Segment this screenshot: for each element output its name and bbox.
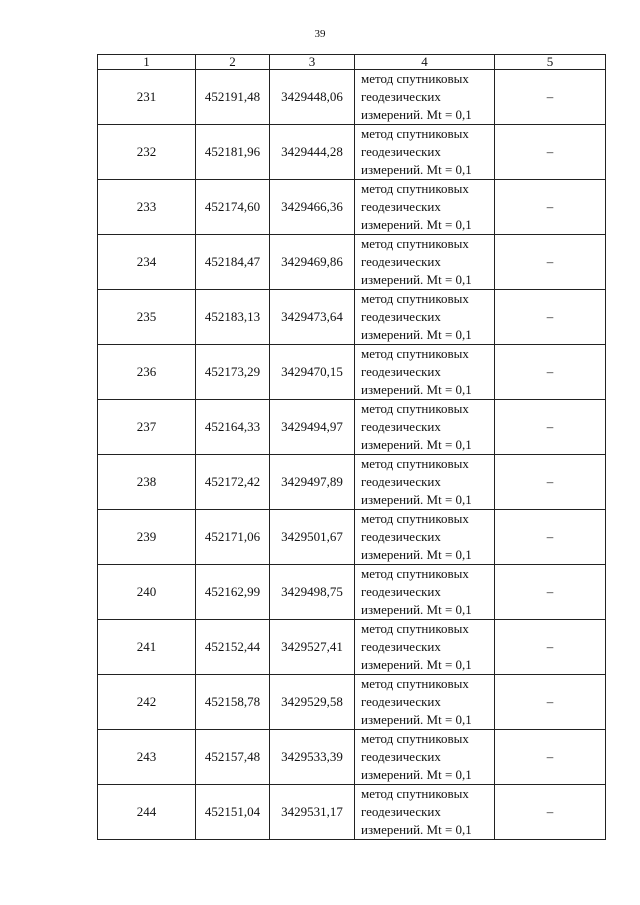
method-text-line: измерений. Mt = 0,1 [361, 657, 472, 672]
note-cell: – [495, 620, 606, 675]
x-coordinate-cell: 452162,99 [196, 565, 270, 620]
point-number-cell: 234 [98, 235, 196, 290]
x-coordinate-cell: 452183,13 [196, 290, 270, 345]
y-coordinate-cell: 3429466,36 [270, 180, 355, 235]
table-row [98, 730, 606, 785]
note-cell: – [495, 565, 606, 620]
method-text-line: геодезических [361, 144, 441, 159]
method-cell [355, 290, 495, 345]
x-coordinate-cell: 452152,44 [196, 620, 270, 675]
x-coordinate-cell: 452164,33 [196, 400, 270, 455]
y-coordinate-cell: 3429527,41 [270, 620, 355, 675]
method-cell [355, 125, 495, 180]
method-cell [355, 785, 495, 840]
note-cell: – [495, 455, 606, 510]
method-cell [355, 675, 495, 730]
point-number-cell: 243 [98, 730, 196, 785]
x-coordinate-cell: 452151,04 [196, 785, 270, 840]
table-row [98, 620, 606, 675]
method-cell [355, 510, 495, 565]
note-cell: – [495, 730, 606, 785]
note-cell: – [495, 70, 606, 125]
y-coordinate-cell: 3429529,58 [270, 675, 355, 730]
y-coordinate-cell: 3429494,97 [270, 400, 355, 455]
method-text-line: измерений. Mt = 0,1 [361, 382, 472, 397]
table-row [98, 70, 606, 125]
note-cell: – [495, 180, 606, 235]
method-cell [355, 180, 495, 235]
method-text-line: измерений. Mt = 0,1 [361, 327, 472, 342]
method-text-line: измерений. Mt = 0,1 [361, 162, 472, 177]
y-coordinate-cell: 3429533,39 [270, 730, 355, 785]
x-coordinate-cell: 452172,42 [196, 455, 270, 510]
y-coordinate-cell: 3429498,75 [270, 565, 355, 620]
method-text-line: геодезических [361, 309, 441, 324]
point-number-cell: 239 [98, 510, 196, 565]
note-cell: – [495, 400, 606, 455]
table-row [98, 400, 606, 455]
method-text-line: геодезических [361, 89, 441, 104]
method-text-line: геодезических [361, 694, 441, 709]
method-text-line: геодезических [361, 419, 441, 434]
method-text-line: геодезических [361, 529, 441, 544]
method-text-line: измерений. Mt = 0,1 [361, 602, 472, 617]
x-coordinate-cell: 452158,78 [196, 675, 270, 730]
table-row [98, 510, 606, 565]
table-header-row [98, 55, 606, 70]
y-coordinate-cell: 3429448,06 [270, 70, 355, 125]
y-coordinate-cell: 3429444,28 [270, 125, 355, 180]
note-cell: – [495, 675, 606, 730]
method-text-line: геодезических [361, 639, 441, 654]
note-cell: – [495, 125, 606, 180]
method-text-line: метод спутниковых [361, 291, 469, 306]
x-coordinate-cell: 452191,48 [196, 70, 270, 125]
method-cell [355, 70, 495, 125]
note-cell: – [495, 785, 606, 840]
method-text-line: геодезических [361, 584, 441, 599]
method-text-line: метод спутниковых [361, 401, 469, 416]
method-cell [355, 565, 495, 620]
x-coordinate-cell: 452181,96 [196, 125, 270, 180]
point-number-cell: 233 [98, 180, 196, 235]
y-coordinate-cell: 3429469,86 [270, 235, 355, 290]
method-cell [355, 455, 495, 510]
point-number-cell: 242 [98, 675, 196, 730]
x-coordinate-cell: 452174,60 [196, 180, 270, 235]
method-cell [355, 345, 495, 400]
point-number-cell: 232 [98, 125, 196, 180]
page-number: 39 [314, 28, 326, 40]
method-text-line: метод спутниковых [361, 181, 469, 196]
method-text-line: измерений. Mt = 0,1 [361, 767, 472, 782]
method-text-line: метод спутниковых [361, 126, 469, 141]
method-text-line: метод спутниковых [361, 621, 469, 636]
coordinates-table [97, 54, 606, 840]
x-coordinate-cell: 452157,48 [196, 730, 270, 785]
method-text-line: метод спутниковых [361, 731, 469, 746]
y-coordinate-cell: 3429531,17 [270, 785, 355, 840]
point-number-cell: 238 [98, 455, 196, 510]
method-text-line: измерений. Mt = 0,1 [361, 437, 472, 452]
method-text-line: геодезических [361, 804, 441, 819]
y-coordinate-cell: 3429497,89 [270, 455, 355, 510]
y-coordinate-cell: 3429470,15 [270, 345, 355, 400]
method-text-line: измерений. Mt = 0,1 [361, 217, 472, 232]
table-row [98, 290, 606, 345]
note-cell: – [495, 290, 606, 345]
method-text-line: геодезических [361, 364, 441, 379]
point-number-cell: 231 [98, 70, 196, 125]
method-text-line: метод спутниковых [361, 786, 469, 801]
x-coordinate-cell: 452173,29 [196, 345, 270, 400]
method-text-line: метод спутниковых [361, 346, 469, 361]
method-cell [355, 620, 495, 675]
table-row [98, 785, 606, 840]
method-text-line: метод спутниковых [361, 456, 469, 471]
y-coordinate-cell: 3429501,67 [270, 510, 355, 565]
x-coordinate-cell: 452184,47 [196, 235, 270, 290]
y-coordinate-cell: 3429473,64 [270, 290, 355, 345]
method-text-line: измерений. Mt = 0,1 [361, 107, 472, 122]
method-text-line: геодезических [361, 474, 441, 489]
point-number-cell: 241 [98, 620, 196, 675]
point-number-cell: 237 [98, 400, 196, 455]
method-cell [355, 235, 495, 290]
point-number-cell: 240 [98, 565, 196, 620]
method-text-line: геодезических [361, 749, 441, 764]
method-text-line: измерений. Mt = 0,1 [361, 492, 472, 507]
point-number-cell: 235 [98, 290, 196, 345]
method-cell [355, 400, 495, 455]
note-cell: – [495, 345, 606, 400]
method-cell [355, 730, 495, 785]
table-row [98, 675, 606, 730]
method-text-line: метод спутниковых [361, 511, 469, 526]
note-cell: – [495, 510, 606, 565]
method-text-line: метод спутниковых [361, 676, 469, 691]
table-row [98, 125, 606, 180]
note-cell: – [495, 235, 606, 290]
table-row [98, 235, 606, 290]
table-row [98, 565, 606, 620]
column-header-4: 4 [355, 55, 495, 70]
method-text-line: метод спутниковых [361, 236, 469, 251]
method-text-line: измерений. Mt = 0,1 [361, 712, 472, 727]
table-row [98, 455, 606, 510]
method-text-line: измерений. Mt = 0,1 [361, 272, 472, 287]
column-header-5: 5 [495, 55, 606, 70]
table-row [98, 180, 606, 235]
method-text-line: геодезических [361, 254, 441, 269]
column-header-1: 1 [98, 55, 196, 70]
method-text-line: геодезических [361, 199, 441, 214]
method-text-line: метод спутниковых [361, 566, 469, 581]
point-number-cell: 244 [98, 785, 196, 840]
method-text-line: измерений. Mt = 0,1 [361, 547, 472, 562]
column-header-3: 3 [270, 55, 355, 70]
table-row [98, 345, 606, 400]
method-text-line: метод спутниковых [361, 71, 469, 86]
x-coordinate-cell: 452171,06 [196, 510, 270, 565]
column-header-2: 2 [196, 55, 270, 70]
method-text-line: измерений. Mt = 0,1 [361, 822, 472, 837]
point-number-cell: 236 [98, 345, 196, 400]
